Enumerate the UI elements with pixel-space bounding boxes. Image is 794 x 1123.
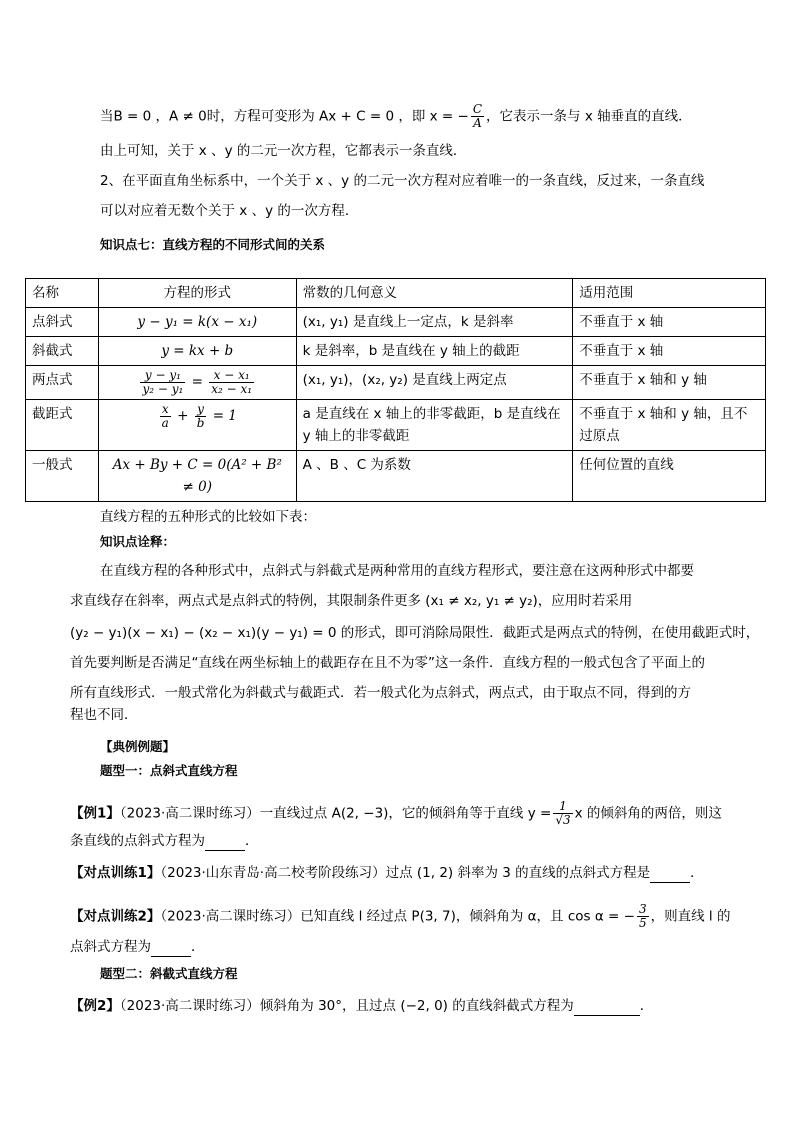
example-1: 【例1】（2023·高二课时练习）一直线过点 A(2, −3)，它的倾斜角等于直线 y = $\frac{1}{√3}$ x 的倾斜角的两倍，则这 — [70, 799, 722, 827]
explain-line: 首先要判断是否满足“直线在两坐标轴上的截距存在且不为零”这一条件．直线方程的一般式包含了平面上的 — [70, 655, 705, 671]
training-2-line2: 点斜式方程为 ． — [70, 939, 205, 955]
kp-explain-title: 知识点诠释： — [100, 534, 176, 549]
example-1-line2: 条直线的点斜式方程为 ． — [70, 833, 259, 849]
header-form: 方程的形式 — [98, 279, 296, 308]
explain-line: 程也不同． — [70, 707, 138, 723]
examples-title: 【典例例题】 — [100, 739, 176, 754]
fraction-c-over-a: $\frac{C}{A}$ — [472, 102, 483, 130]
example-2: 【例2】（2023·高二课时练习）倾斜角为 30°，且过点 (−2, 0) 的直线斜截式方程为 ． — [70, 998, 654, 1014]
compare-note: 直线方程的五种形式的比较如下表： — [100, 509, 316, 525]
header-name: 名称 — [26, 279, 99, 308]
answer-blank[interactable] — [574, 997, 640, 1016]
table-row: 斜截式 y = kx + b k 是斜率，b 是直线在 y 轴上的截距 不垂直于 x 轴 — [26, 337, 766, 366]
header-meaning: 常数的几何意义 — [296, 279, 573, 308]
training-1: 【对点训练1】（2023·山东青岛·高二校考阶段练习）过点 (1, 2) 斜率为 3 的直线的点斜式方程是 ． — [70, 865, 704, 881]
para-correspondence-2: 可以对应着无数个关于 x 、y 的一次方程． — [100, 203, 359, 219]
kp7-title: 知识点七：直线方程的不同形式间的关系 — [100, 237, 326, 252]
table-header-row — [26, 279, 766, 308]
type1-title: 题型一：点斜式直线方程 — [100, 763, 238, 778]
intercept-form: $\frac{x}{a}$ + $\frac{y}{b}$ = 1 — [98, 400, 296, 451]
explain-line: (y₂ − y₁)(x − x₁) − (x₂ − x₁)(y − y₁) = 0 的形式，即可消除局限性．截距式是两点式的特例，在使用截距式时， — [70, 625, 760, 641]
answer-blank[interactable] — [151, 938, 191, 957]
explain-line: 所有直线形式．一般式常化为斜截式与截距式．若一般式化为点斜式，两点式，由于取点不同，得到的方 — [70, 685, 691, 701]
para-conclusion: 由上可知，关于 x 、y 的二元一次方程，它都表示一条直线． — [100, 143, 467, 159]
type2-title: 题型二：斜截式直线方程 — [100, 966, 238, 981]
forms-table — [25, 278, 766, 502]
fraction-3-over-5: $\frac{3}{5}$ — [638, 902, 647, 930]
explain-line: 在直线方程的各种形式中，点斜式与斜截式是两种常用的直线方程形式，要注意在这两种形式中都要 — [100, 563, 694, 579]
table-row: 截距式 $\frac{x}{a}$ + $\frac{y}{b}$ = 1 a 是直线在 x 轴上的非零截距，b 是直线在 y 轴上的非零截距 不垂直于 x 轴和 y 轴，且不过原点 — [26, 400, 766, 451]
para-vertical-line: 当B = 0 ，A ≠ 0时，方程可变形为 Ax + C = 0 ，即 x = − $\frac{C}{A}$ ，它表示一条与 x 轴垂直的直线． — [100, 102, 692, 130]
table-row: 一般式 Ax + By + C = 0(A² + B² ≠ 0) A 、B 、C 为系数 任何位置的直线 — [26, 451, 766, 502]
table-row: 点斜式 y − y₁ = k(x − x₁) (x₁, y₁) 是直线上一定点，k 是斜率 不垂直于 x 轴 — [26, 308, 766, 337]
training-2: 【对点训练2】（2023·高二课时练习）已知直线 l 经过点 P(3, 7)，倾斜角为 α，且 cos α = − $\frac{3}{5}$ ，则直线 l 的 — [70, 902, 731, 930]
header-scope: 适用范围 — [573, 279, 766, 308]
two-point-form: $\frac{\text{y − y₁}}{\text{y₂ − y₁}}$ = $\frac{\text{x − x₁}}{\text{x₂ − x₁}}$ — [98, 366, 296, 400]
table-row: 两点式 $\frac{\text{y − y₁}}{\text{y₂ − y₁}}$ = $\frac{\text{x − x₁}}{\text{x₂ − x₁}}$ (x₁, y₁)，(x₂, y₂) 是直线上两定点 不垂直于 x 轴和 y 轴 — [26, 366, 766, 400]
answer-blank[interactable] — [650, 864, 690, 883]
fraction-1-over-sqrt3: $\frac{1}{√3}$ — [555, 799, 571, 827]
para-correspondence-1: 2、在平面直角坐标系中，一个关于 x 、y 的二元一次方程对应着唯一的一条直线，反过来，一条直线 — [100, 173, 705, 189]
explain-line: 求直线存在斜率，两点式是点斜式的特例，其限制条件更多 (x₁ ≠ x₂, y₁ ≠ y₂)，应用时若采用 — [70, 593, 633, 609]
answer-blank[interactable] — [205, 832, 245, 851]
